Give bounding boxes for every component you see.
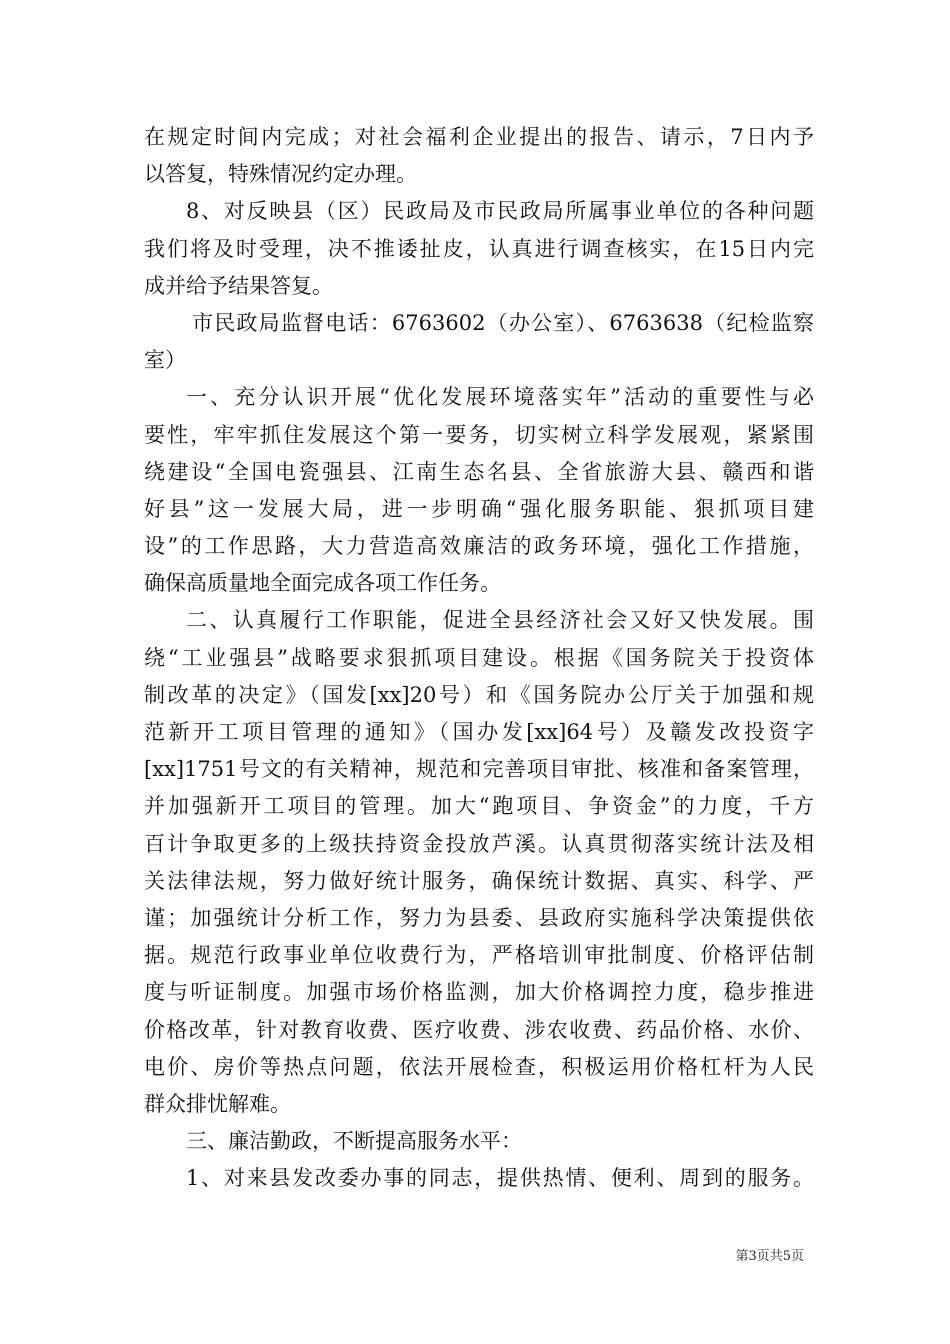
text-line: 价格改革，针对教育收费、医疗收费、涉农收费、药品价格、水价、	[144, 1017, 814, 1042]
text-line: 要性，牢牢抓住发展这个第一要务，切实树立科学发展观，紧紧围	[144, 422, 814, 447]
text-line: 绕建设“全国电瓷强县、江南生态名县、全省旅游大县、赣西和谐	[144, 459, 814, 484]
text-line: 成并给予结果答复。	[144, 273, 333, 298]
text-line: [xx]1751号文的有关精神，规范和完善项目审批、核准和备案管理，	[144, 757, 814, 782]
text-line: 一、充分认识开展“优化发展环境落实年”活动的重要性与必	[186, 385, 814, 410]
text-line: 三、廉洁勤政，不断提高服务水平：	[186, 1129, 522, 1154]
text-line: 二、认真履行工作职能，促进全县经济社会又好又快发展。围	[186, 608, 814, 633]
text-line: 据。规范行政事业单位收费行为，严格培训审批制度、价格评估制	[144, 943, 814, 968]
text-line: 关法律法规，努力做好统计服务，确保统计数据、真实、科学、严	[144, 868, 814, 893]
text-line: 群众排忧解难。	[144, 1091, 291, 1116]
text-line: 百计争取更多的上级扶持资金投放芦溪。认真贯彻落实统计法及相	[144, 831, 814, 856]
document-body	[144, 119, 814, 1197]
text-line: 在规定时间内完成；对社会福利企业提出的报告、请示，7日内予	[144, 125, 814, 149]
text-line: 我们将及时受理，决不推诿扯皮，认真进行调查核实，在15日内完	[144, 236, 814, 261]
text-line: 范新开工项目管理的通知》（国办发[xx]64号）及赣发改投资字	[144, 720, 814, 744]
text-line: 室）	[144, 348, 186, 373]
text-line: 设”的工作思路，大力营造高效廉洁的政务环境，强化工作措施，	[144, 534, 814, 559]
text-line: 绕“工业强县”战略要求狠抓项目建设。根据《国务院关于投资体	[144, 645, 814, 670]
text-line: 谨；加强统计分析工作，努力为县委、县政府实施科学决策提供依	[144, 905, 814, 930]
text-line: 1、对来县发改委办事的同志，提供热情、便利、周到的服务。	[186, 1166, 814, 1191]
text-line: 以答复，特殊情况约定办理。	[144, 162, 417, 187]
text-line: 好县”这一发展大局，进一步明确“强化服务职能、狠抓项目建	[144, 496, 814, 521]
text-line: 制改革的决定》（国发[xx]20号）和《国务院办公厅关于加强和规	[144, 682, 814, 707]
text-line: 电价、房价等热点问题，依法开展检查，积极运用价格杠杆为人民	[144, 1054, 814, 1079]
text-line: 并加强新开工项目的管理。加大“跑项目、争资金”的力度，千方	[144, 794, 814, 819]
text-line: 确保高质量地全面完成各项工作任务。	[144, 571, 501, 596]
text-line: 8、对反映县（区）民政局及市民政局所属事业单位的各种问题	[186, 199, 814, 224]
text-line: 市民政局监督电话：6763602（办公室）、6763638（纪检监察	[192, 310, 814, 335]
page-number: 第3页共5页	[735, 1249, 804, 1264]
text-line: 度与听证制度。加强市场价格监测，加大价格调控力度，稳步推进	[144, 980, 814, 1005]
